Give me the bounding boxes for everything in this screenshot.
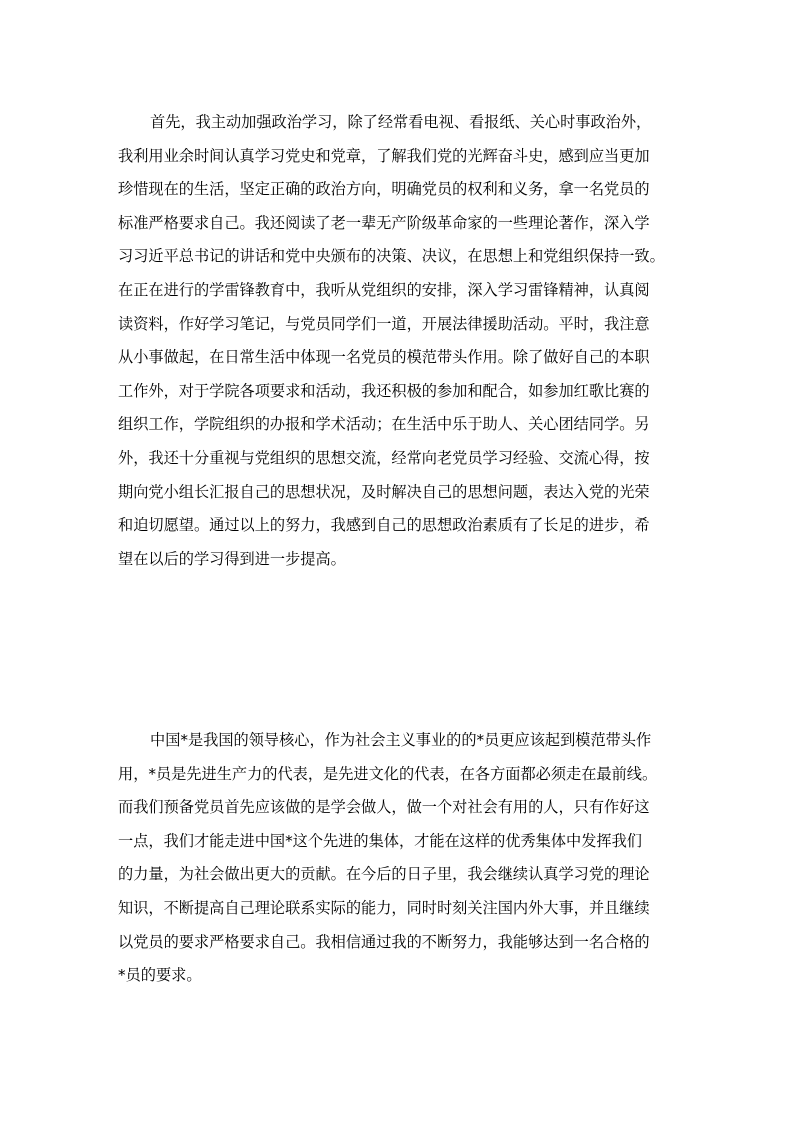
- text-line: 首先，我主动加强政治学习，除了经常看电视、看报纸、关心时事政治外，: [150, 113, 652, 131]
- text-line: 以党员的要求严格要求自己。我相信通过我的不断努力，我能够达到一名合格的: [118, 932, 650, 951]
- text-line: 我利用业余时间认真学习党史和党章，了解我们党的光辉奋斗史，感到应当更加: [118, 146, 650, 165]
- paragraph-2: [118, 724, 678, 993]
- text-line: 用，*员是先进生产力的代表，是先进文化的代表，在各方面都必须走在最前线。: [118, 764, 658, 783]
- text-line: 一点，我们才能走进中国*这个先进的集体，才能在这样的优秀集体中发挥我们: [118, 831, 642, 850]
- text-line: 和迫切愿望。通过以上的努力，我感到自己的思想政治素质有了长足的进步，希: [118, 516, 650, 535]
- text-line: 组织工作，学院组织的办报和学术活动；在生活中乐于助人、关心团结同学。另: [118, 415, 650, 434]
- text-line: 在正在进行的学雷锋教育中，我听从党组织的安排，深入学习雷锋精神，认真阅: [118, 280, 650, 299]
- text-line: 的力量，为社会做出更大的贡献。在今后的日子里，我会继续认真学习党的理论: [118, 865, 650, 884]
- text-line: *员的要求。: [118, 966, 202, 985]
- text-line: 习习近平总书记的讲话和党中央颁布的决策、决议，在思想上和党组织保持一致。: [118, 247, 665, 266]
- text-line: 中国*是我国的领导核心，作为社会主义事业的的*员更应该起到模范带头作: [150, 731, 652, 749]
- text-line: 从小事做起，在日常生活中体现一名党员的模范带头作用。除了做好自己的本职: [118, 348, 650, 367]
- text-line: 珍惜现在的生活，坚定正确的政治方向，明确党员的权利和义务，拿一名党员的: [118, 180, 650, 199]
- text-line: 标准严格要求自己。我还阅读了老一辈无产阶级革命家的一些理论著作，深入学: [118, 213, 650, 232]
- text-line: 知识，不断提高自己理论联系实际的能力，同时时刻关注国内外大事，并且继续: [118, 898, 650, 917]
- text-line: 望在以后的学习得到进一步提高。: [118, 549, 346, 568]
- text-line: 而我们预备党员首先应该做的是学会做人，做一个对社会有用的人，只有作好这: [118, 798, 650, 817]
- text-line: 期向党小组长汇报自己的思想状况，及时解决自己的思想问题，表达入党的光荣: [118, 482, 650, 501]
- text-line: 工作外，对于学院各项要求和活动，我还积极的参加和配合，如参加红歌比赛的: [118, 381, 650, 400]
- text-line: 读资料，作好学习笔记，与党员同学们一道，开展法律援助活动。平时，我注意: [118, 314, 650, 333]
- text-line: 外，我还十分重视与党组织的思想交流，经常向老党员学习经验、交流心得，按: [118, 448, 650, 467]
- paragraph-1: [118, 106, 678, 576]
